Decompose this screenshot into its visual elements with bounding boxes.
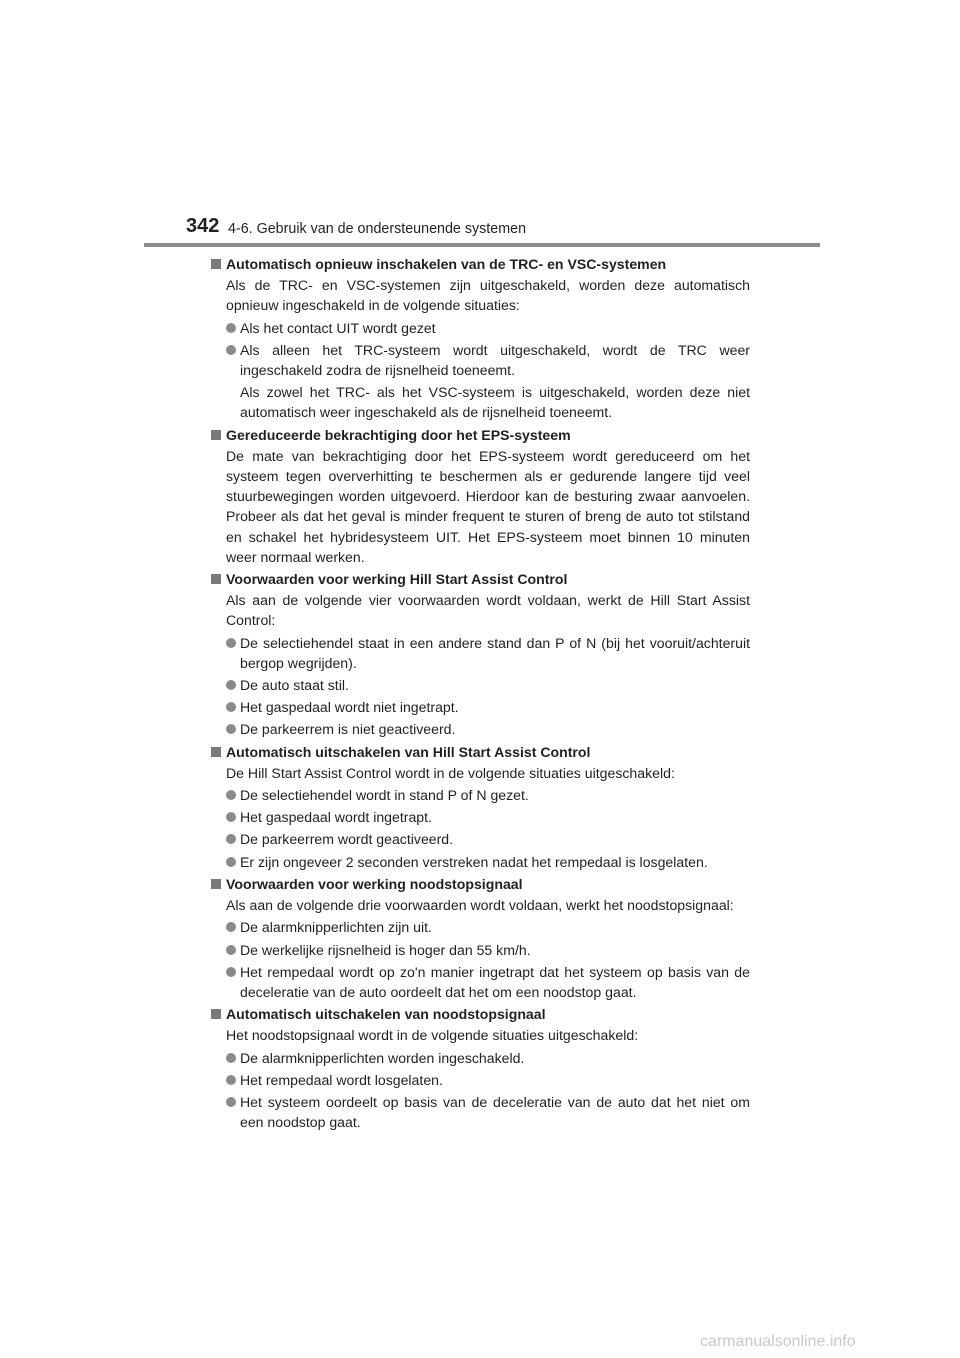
- section-heading: Automatisch uitschakelen van noodstopsignaal: [210, 1004, 750, 1024]
- list-item: Het systeem oordeelt op basis van de deceleratie van de auto dat het niet om een noodstop gaat.: [210, 1092, 750, 1132]
- header-divider: [144, 243, 820, 247]
- list-item: Als het contact UIT wordt gezet: [210, 318, 750, 338]
- circle-bullet-icon: [226, 345, 236, 355]
- list-item: Het rempedaal wordt op zo'n manier ingetrapt dat het systeem op basis van de deceleratie van de auto oordeelt dat het om een noodstop gaat.: [210, 962, 750, 1002]
- square-bullet-icon: [211, 574, 221, 584]
- section-body: Als de TRC- en VSC-systemen zijn uitgeschakeld, worden deze automatisch opnieuw ingeschakeld in de volgende situaties:: [226, 277, 750, 314]
- section-emergency-stop-deactivation: [210, 1004, 750, 1132]
- list-item: Het gaspedaal wordt niet ingetrapt.: [210, 697, 750, 717]
- section-heading: Automatisch opnieuw inschakelen van de TRC- en VSC-systemen: [210, 254, 750, 274]
- page-number: 342: [186, 215, 220, 237]
- watermark: carmanualsonline.info: [700, 1333, 856, 1350]
- section-note: Als zowel het TRC- als het VSC-systeem is uitgeschakeld, worden deze niet automatisch weer ingeschakeld als de rijsnelheid toeneemt.: [240, 384, 750, 421]
- section-body: Het noodstopsignaal wordt in de volgende situaties uitgeschakeld:: [226, 1027, 639, 1044]
- circle-bullet-icon: [226, 945, 236, 955]
- list-item: De werkelijke rijsnelheid is hoger dan 55 km/h.: [210, 940, 750, 960]
- list-item: De selectiehendel wordt in stand P of N gezet.: [210, 785, 750, 805]
- circle-bullet-icon: [226, 323, 236, 333]
- section-body: Als aan de volgende vier voorwaarden wordt voldaan, werkt de Hill Start Assist Control:: [226, 592, 750, 629]
- circle-bullet-icon: [226, 834, 236, 844]
- list-item: Als alleen het TRC-systeem wordt uitgeschakeld, wordt de TRC weer ingeschakeld zodra de rijsnelheid toeneemt.: [210, 340, 750, 380]
- square-bullet-icon: [211, 259, 221, 269]
- circle-bullet-icon: [226, 922, 236, 932]
- list-item: De alarmknipperlichten zijn uit.: [210, 917, 750, 937]
- square-bullet-icon: [211, 430, 221, 440]
- section-hill-start-deactivation: [210, 742, 750, 872]
- square-bullet-icon: [211, 747, 221, 757]
- section-body: De mate van bekrachtiging door het EPS-systeem wordt gereduceerd om het systeem tegen oververhitting te beschermen als er gedurende langere tijd veel stuurbewegingen worden uitgevoerd. Hierdoor kan de besturing zwaar aanvoelen. Probeer als dat het geval is minder frequent te sturen of breng de auto tot stilstand en schakel het hybridesysteem UIT. Het EPS-systeem moet binnen 10 minuten weer normaal werken.: [226, 447, 750, 565]
- circle-bullet-icon: [226, 790, 236, 800]
- section-trc-vsc-reactivation: [210, 254, 750, 423]
- list-item: De selectiehendel staat in een andere stand dan P of N (bij het vooruit/achteruit bergop wegrijden).: [210, 633, 750, 673]
- circle-bullet-icon: [226, 638, 236, 648]
- square-bullet-icon: [211, 879, 221, 889]
- square-bullet-icon: [211, 1009, 221, 1019]
- section-heading: Automatisch uitschakelen van Hill Start Assist Control: [210, 742, 750, 762]
- list-item: De alarmknipperlichten worden ingeschakeld.: [210, 1048, 750, 1068]
- list-item: De parkeerrem wordt geactiveerd.: [210, 829, 750, 849]
- circle-bullet-icon: [226, 812, 236, 822]
- circle-bullet-icon: [226, 702, 236, 712]
- section-heading: Voorwaarden voor werking Hill Start Assist Control: [210, 569, 750, 589]
- section-eps-reduction: [210, 425, 750, 567]
- circle-bullet-icon: [226, 1075, 236, 1085]
- circle-bullet-icon: [226, 680, 236, 690]
- section-body: Als aan de volgende drie voorwaarden wordt voldaan, werkt het noodstopsignaal:: [226, 897, 734, 914]
- section-heading: Voorwaarden voor werking noodstopsignaal: [210, 874, 750, 894]
- list-item: De auto staat stil.: [210, 675, 750, 695]
- circle-bullet-icon: [226, 967, 236, 977]
- circle-bullet-icon: [226, 724, 236, 734]
- list-item: Het rempedaal wordt losgelaten.: [210, 1070, 750, 1090]
- chapter-title: 4-6. Gebruik van de ondersteunende systemen: [228, 221, 527, 237]
- circle-bullet-icon: [226, 1053, 236, 1063]
- section-hill-start-conditions: [210, 569, 750, 740]
- circle-bullet-icon: [226, 1097, 236, 1107]
- section-heading: Gereduceerde bekrachtiging door het EPS-systeem: [210, 425, 750, 445]
- circle-bullet-icon: [226, 857, 236, 867]
- list-item: Er zijn ongeveer 2 seconden verstreken nadat het rempedaal is losgelaten.: [210, 852, 750, 872]
- list-item: Het gaspedaal wordt ingetrapt.: [210, 807, 750, 827]
- section-emergency-stop-conditions: [210, 874, 750, 1002]
- section-body: De Hill Start Assist Control wordt in de volgende situaties uitgeschakeld:: [226, 764, 675, 781]
- page-content: [210, 254, 750, 1134]
- list-item: De parkeerrem is niet geactiveerd.: [210, 719, 750, 739]
